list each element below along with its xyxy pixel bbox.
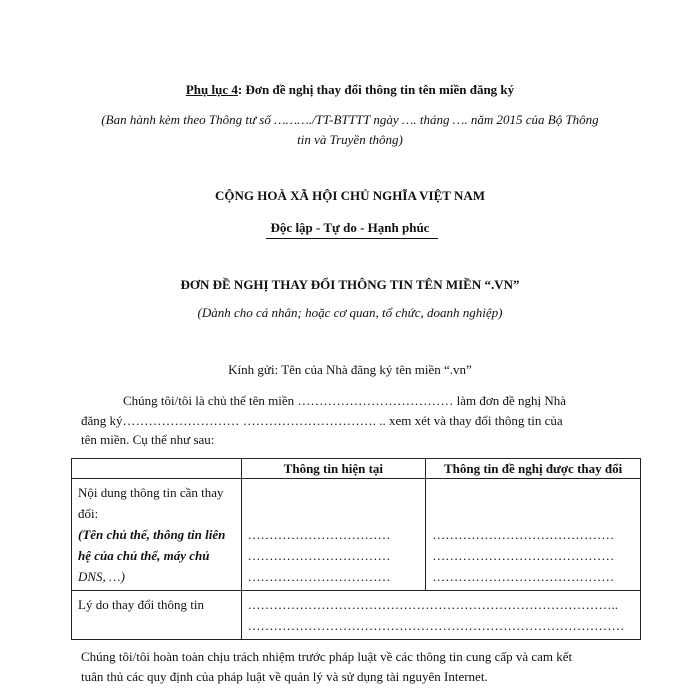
row-content-note-line2: hệ của chủ thể, máy chủ xyxy=(78,548,210,563)
proposed-dots-2: …………………………………… xyxy=(432,548,615,563)
issued-note-line2: tin và Truyền thông) xyxy=(297,132,403,147)
row-reason-value-cell xyxy=(241,591,641,640)
commitment-line2: tuân thủ các quy định của pháp luật về quản lý và sử dụng tài nguyên Internet. xyxy=(81,669,488,684)
addressee: Kính gửi: Tên của Nhà đăng ký tên miền “.vn” xyxy=(228,362,472,377)
table-row-reason xyxy=(72,591,641,640)
row-content-note-line1: (Tên chủ thể, thông tin liên xyxy=(78,527,226,542)
national-motto: Độc lập - Tự do - Hạnh phúc xyxy=(270,220,430,235)
change-info-table xyxy=(71,458,641,640)
current-dots-2: …………………………… xyxy=(247,548,391,563)
reason-dots-2: …………………………………………………………………………… xyxy=(247,618,625,633)
table-row-content xyxy=(72,479,641,591)
row-content-note-line3: DNS, …) xyxy=(78,569,125,584)
motto-underline xyxy=(266,238,438,239)
row-content-label-line1: Nội dung thông tin cần thay xyxy=(78,485,224,500)
commitment-line1: Chúng tôi/tôi hoàn toàn chịu trách nhiệm trước pháp luật về các thông tin cung cấp và cam kết xyxy=(81,649,573,664)
national-name: CỘNG HOÀ XÃ HỘI CHỦ NGHĨA VIỆT NAM xyxy=(214,188,486,203)
row-content-current-cell xyxy=(241,479,426,591)
form-title: ĐƠN ĐỀ NGHỊ THAY ĐỔI THÔNG TIN TÊN MIỀN “.VN” xyxy=(180,277,520,292)
body-line1: Chúng tôi/tôi là chủ thể tên miền ……………………………… làm đơn đề nghị Nhà xyxy=(123,393,567,408)
proposed-dots-3: …………………………………… xyxy=(432,569,615,584)
appendix-title: : Đơn đề nghị thay đổi thông tin tên miền đăng ký xyxy=(237,82,515,97)
appendix-heading xyxy=(0,82,700,98)
appendix-label: Phụ lục 4 xyxy=(185,82,238,97)
row-content-proposed-cell xyxy=(426,479,641,591)
body-line3: tên miền. Cụ thể như sau: xyxy=(81,432,215,447)
row-content-label-cell xyxy=(72,479,242,591)
row-reason-label: Lý do thay đổi thông tin xyxy=(72,591,242,640)
current-dots-1: …………………………… xyxy=(247,527,391,542)
current-dots-3: …………………………… xyxy=(247,569,391,584)
issued-note-line1: (Ban hành kèm theo Thông tư số ………./TT-BTTTT ngày …. tháng …. năm 2015 của Bộ Thông xyxy=(101,112,599,127)
proposed-dots-1: …………………………………… xyxy=(432,527,615,542)
row-content-label-line2: đổi: xyxy=(78,506,99,521)
header-empty-cell xyxy=(72,459,242,479)
table-header-row xyxy=(72,459,641,479)
header-current: Thông tin hiện tại xyxy=(241,459,426,479)
form-subtitle: (Dành cho cá nhân; hoặc cơ quan, tổ chức, doanh nghiệp) xyxy=(197,305,503,320)
reason-dots-1: ………………………………………………………………………….. xyxy=(247,597,618,612)
body-line2: đăng ký……………………… …………………………. .. xem xét và thay đổi thông tin của xyxy=(81,413,563,428)
header-proposed: Thông tin đề nghị được thay đổi xyxy=(426,459,641,479)
